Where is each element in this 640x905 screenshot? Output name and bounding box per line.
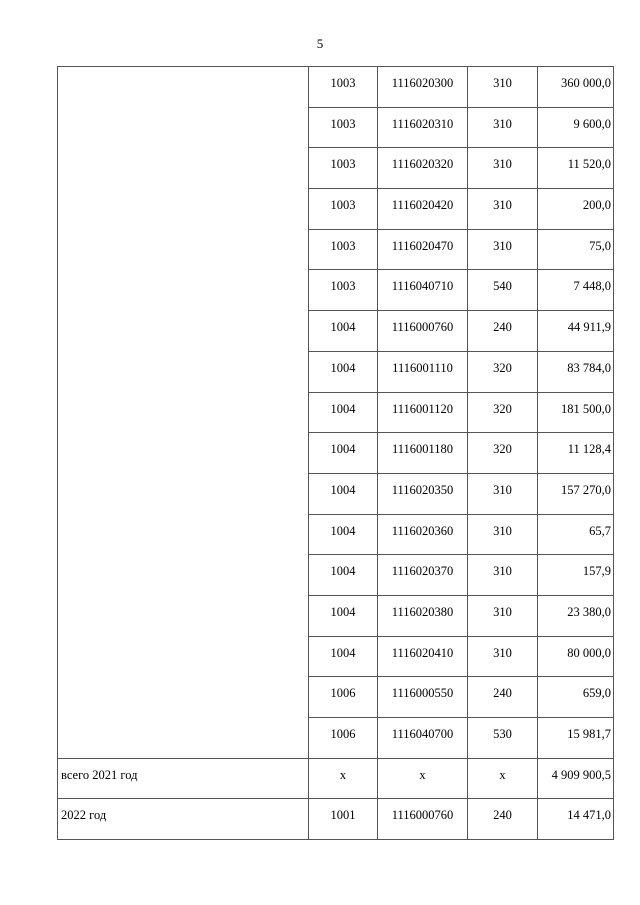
amount-cell: 11 128,4 [538, 433, 614, 474]
section-cell: 1003 [309, 107, 378, 148]
budget-table-body [58, 67, 614, 840]
code-cell: 1116020420 [378, 189, 468, 230]
section-cell: 1004 [309, 351, 378, 392]
expense-type-cell: 310 [468, 148, 538, 189]
amount-cell: 44 911,9 [538, 311, 614, 352]
amount-cell: 75,0 [538, 229, 614, 270]
section-cell: 1003 [309, 229, 378, 270]
expense-type-cell: 240 [468, 677, 538, 718]
code-cell: 1116020300 [378, 67, 468, 108]
code-cell: 1116000550 [378, 677, 468, 718]
code-cell: 1116020370 [378, 555, 468, 596]
row-label: 2022 год [58, 799, 309, 840]
amount-cell: 157,9 [538, 555, 614, 596]
code-cell: 1116020360 [378, 514, 468, 555]
section-cell: 1004 [309, 473, 378, 514]
amount-cell: 15 981,7 [538, 718, 614, 759]
amount-cell: 11 520,0 [538, 148, 614, 189]
section-cell: 1004 [309, 595, 378, 636]
expense-type-cell: 540 [468, 270, 538, 311]
code-cell: 1116000760 [378, 311, 468, 352]
section-cell: 1004 [309, 433, 378, 474]
amount-cell: 157 270,0 [538, 473, 614, 514]
expense-type-cell: 530 [468, 718, 538, 759]
expense-type-cell: 320 [468, 351, 538, 392]
expense-type-cell: 310 [468, 229, 538, 270]
expense-type-cell: 310 [468, 555, 538, 596]
expense-type-cell: 310 [468, 107, 538, 148]
section-cell: 1003 [309, 189, 378, 230]
code-cell: 1116040700 [378, 718, 468, 759]
code-cell: 1116000760 [378, 799, 468, 840]
amount-cell: 181 500,0 [538, 392, 614, 433]
table-row [58, 67, 614, 108]
row-label-merged [58, 67, 309, 759]
expense-type-cell: 240 [468, 799, 538, 840]
code-cell: 1116020320 [378, 148, 468, 189]
page-number: 5 [316, 36, 324, 51]
expense-type-cell: 320 [468, 433, 538, 474]
code-cell: х [378, 758, 468, 799]
row-label: всего 2021 год [58, 758, 309, 799]
code-cell: 1116001120 [378, 392, 468, 433]
section-cell: 1004 [309, 514, 378, 555]
amount-cell: 659,0 [538, 677, 614, 718]
code-cell: 1116020350 [378, 473, 468, 514]
section-cell: 1006 [309, 677, 378, 718]
expense-type-cell: х [468, 758, 538, 799]
amount-cell: 200,0 [538, 189, 614, 230]
expense-type-cell: 310 [468, 514, 538, 555]
amount-cell: 65,7 [538, 514, 614, 555]
code-cell: 1116020470 [378, 229, 468, 270]
expense-type-cell: 310 [468, 473, 538, 514]
section-cell: 1003 [309, 67, 378, 108]
amount-cell: 80 000,0 [538, 636, 614, 677]
code-cell: 1116020310 [378, 107, 468, 148]
budget-table [57, 66, 614, 840]
section-cell: 1004 [309, 392, 378, 433]
code-cell: 1116040710 [378, 270, 468, 311]
table-row [58, 799, 614, 840]
code-cell: 1116020380 [378, 595, 468, 636]
section-cell: 1001 [309, 799, 378, 840]
table-row-total [58, 758, 614, 799]
expense-type-cell: 310 [468, 636, 538, 677]
code-cell: 1116001110 [378, 351, 468, 392]
code-cell: 1116020410 [378, 636, 468, 677]
amount-cell: 9 600,0 [538, 107, 614, 148]
section-cell: х [309, 758, 378, 799]
code-cell: 1116001180 [378, 433, 468, 474]
section-cell: 1003 [309, 270, 378, 311]
amount-cell: 360 000,0 [538, 67, 614, 108]
expense-type-cell: 320 [468, 392, 538, 433]
amount-cell: 14 471,0 [538, 799, 614, 840]
expense-type-cell: 310 [468, 595, 538, 636]
section-cell: 1006 [309, 718, 378, 759]
section-cell: 1004 [309, 636, 378, 677]
expense-type-cell: 310 [468, 189, 538, 230]
section-cell: 1004 [309, 555, 378, 596]
section-cell: 1004 [309, 311, 378, 352]
section-cell: 1003 [309, 148, 378, 189]
expense-type-cell: 240 [468, 311, 538, 352]
amount-cell: 4 909 900,5 [538, 758, 614, 799]
expense-type-cell: 310 [468, 67, 538, 108]
amount-cell: 23 380,0 [538, 595, 614, 636]
amount-cell: 83 784,0 [538, 351, 614, 392]
amount-cell: 7 448,0 [538, 270, 614, 311]
